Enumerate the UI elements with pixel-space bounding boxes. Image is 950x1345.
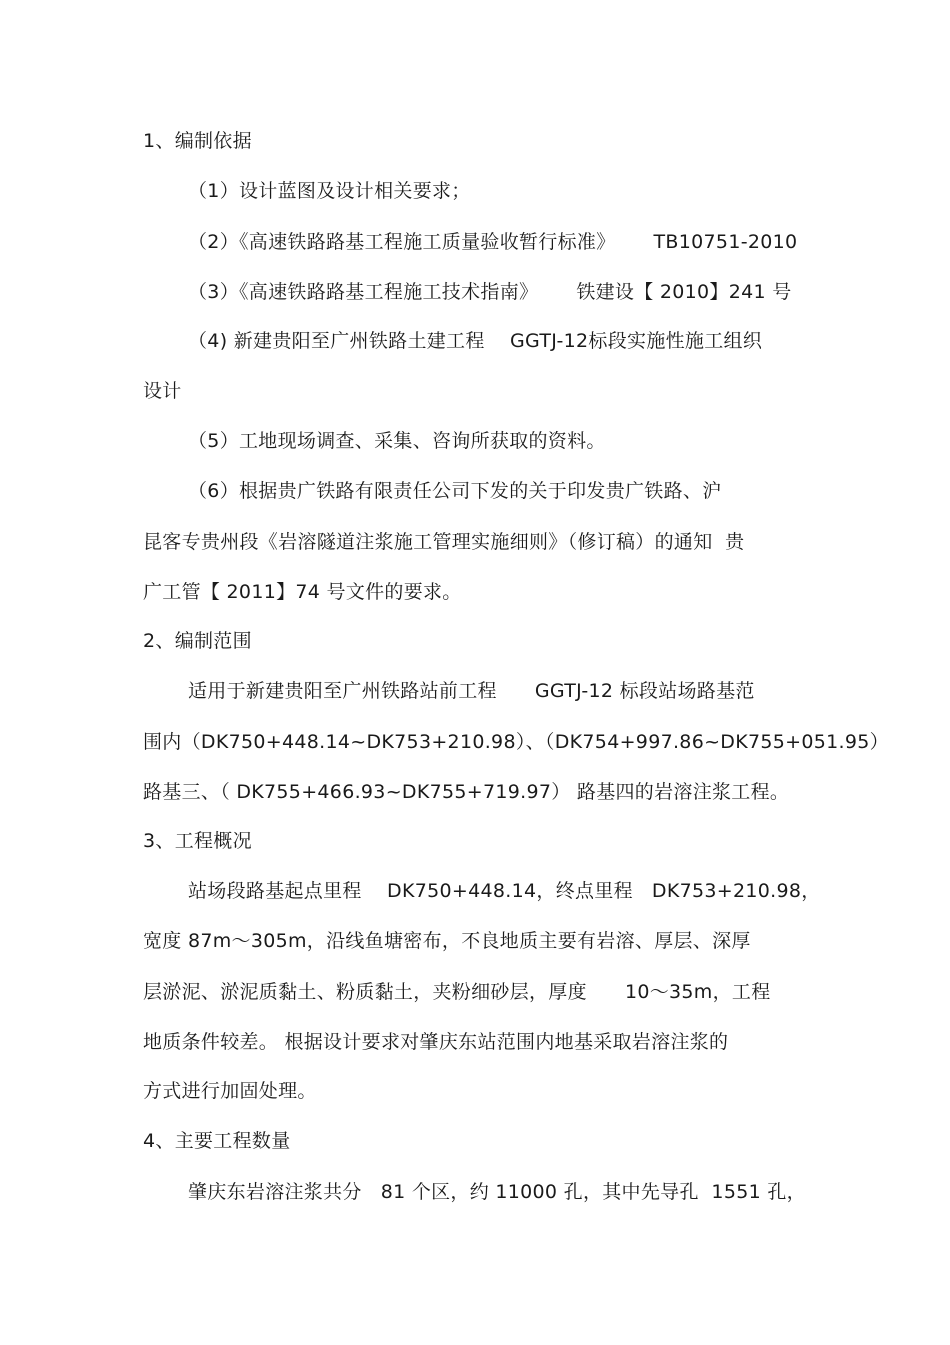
section-4-item-1: 肇庆东岩溶注浆共分 81 个区，约 11000 孔，其中先导孔 1551 孔， — [188, 1181, 806, 1203]
section-heading-4: 4、主要工程数量 — [143, 1130, 291, 1152]
section-1-item-6-cont-2: 广工管【 2011】74 号文件的要求。 — [143, 581, 462, 603]
section-1-item-3: （3）《高速铁路路基工程施工技术指南》 铁建设【 2010】241 号 — [188, 281, 792, 303]
section-1-item-4: （4) 新建贵阳至广州铁路土建工程 GGTJ-12标段实施性施工组织 — [188, 330, 763, 352]
section-heading-1: 1、编制依据 — [143, 130, 252, 152]
section-3-item-1: 站场段路基起点里程 DK750+448.14，终点里程 DK753+210.98， — [188, 880, 821, 902]
section-2-item-3: 路基三、（ DK755+466.93~DK755+719.97） 路基四的岩溶注浆工程。 — [143, 781, 790, 803]
section-heading-3: 3、工程概况 — [143, 830, 252, 852]
section-3-item-3: 层淤泥、淤泥质黏土、粉质黏土，夹粉细砂层，厚度 10～35m，工程 — [143, 981, 771, 1003]
section-1-item-1: （1）设计蓝图及设计相关要求； — [188, 180, 471, 202]
section-1-item-6-cont-1: 昆客专贵州段《岩溶隧道注浆施工管理实施细则》（修订稿）的通知 贵 — [143, 531, 745, 553]
section-2-item-2: 围内（DK750+448.14~DK753+210.98）、（DK754+997.86~DK755+051.95） — [143, 731, 889, 753]
section-3-item-2: 宽度 87m～305m，沿线鱼塘密布，不良地质主要有岩溶、厚层、深厚 — [143, 930, 751, 952]
section-1-item-6: （6）根据贵广铁路有限责任公司下发的关于印发贵广铁路、沪 — [188, 480, 722, 502]
section-2-item-1: 适用于新建贵阳至广州铁路站前工程 GGTJ-12 标段站场路基范 — [188, 680, 755, 702]
section-heading-2: 2、编制范围 — [143, 630, 252, 652]
section-3-item-4: 地质条件较差。 根据设计要求对肇庆东站范围内地基采取岩溶注浆的 — [143, 1031, 729, 1053]
section-1-item-2: （2）《高速铁路路基工程施工质量验收暂行标准》 TB10751-2010 — [188, 231, 798, 253]
section-1-item-5: （5）工地现场调查、采集、咨询所获取的资料。 — [188, 430, 606, 452]
section-3-item-5: 方式进行加固处理。 — [143, 1080, 317, 1102]
section-1-item-4-cont: 设计 — [143, 380, 182, 402]
